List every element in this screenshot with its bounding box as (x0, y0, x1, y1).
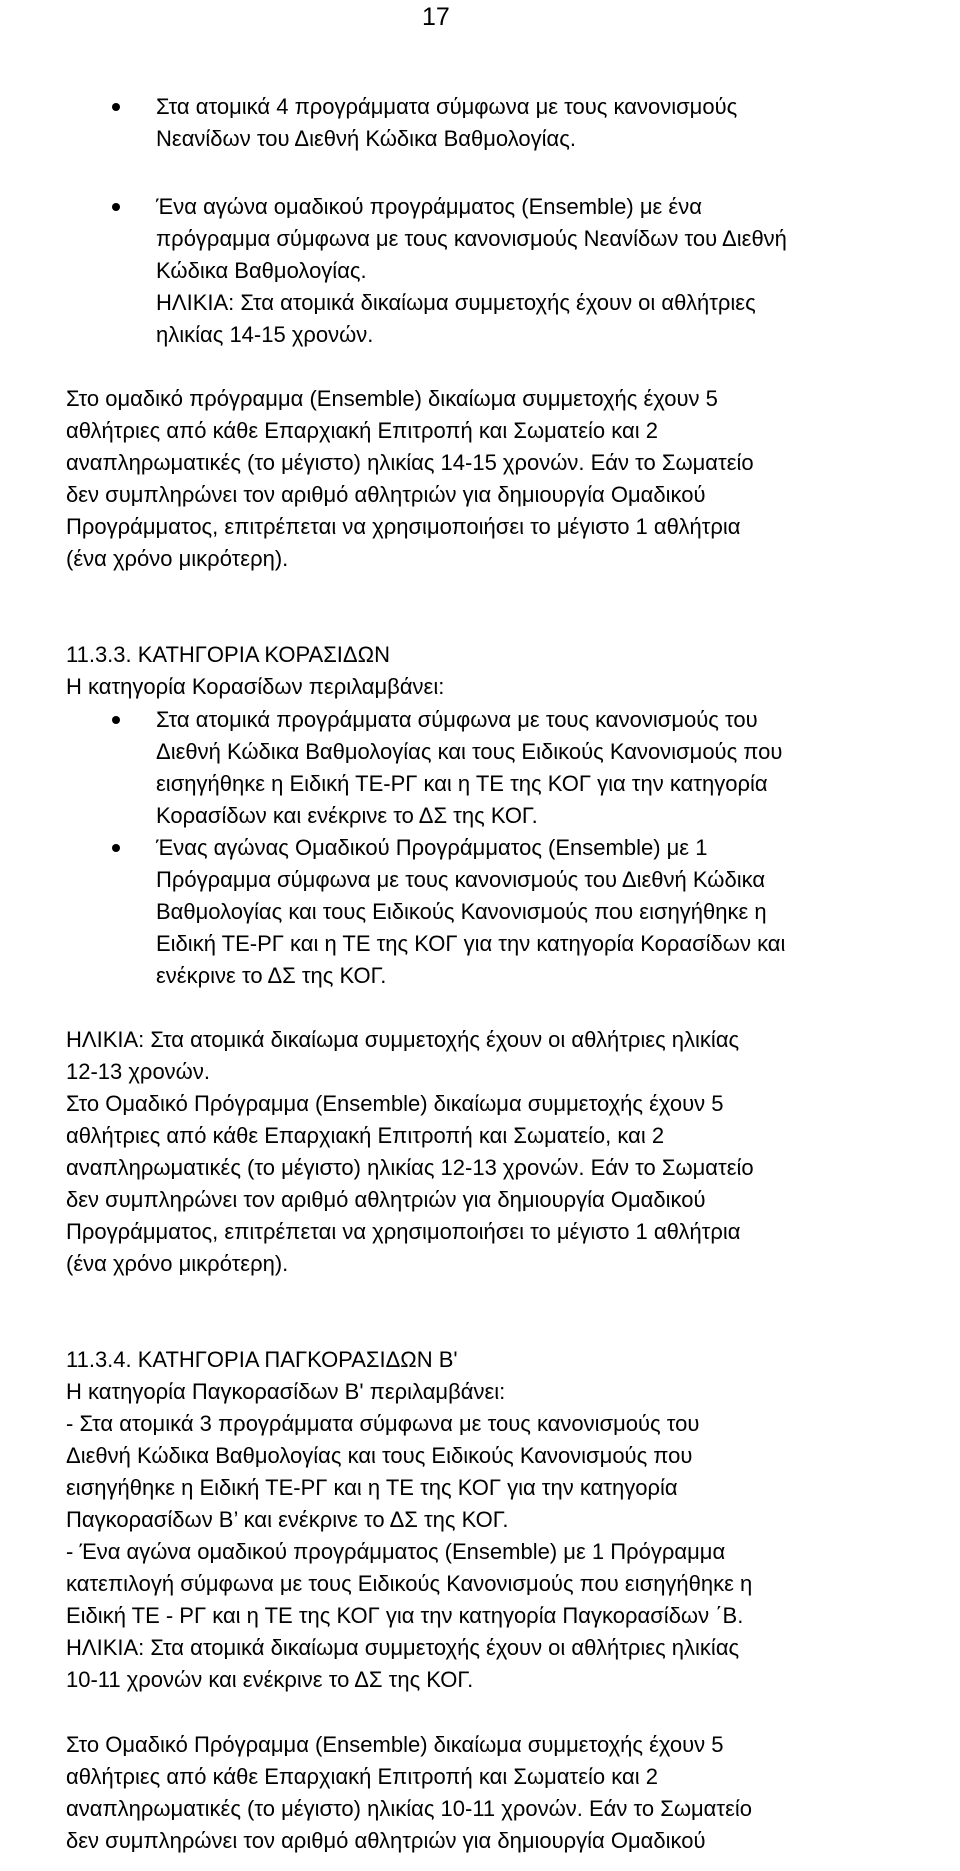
paragraph-line: αναπληρωματικές (το μέγιστο) ηλικίας 14-15 χρονών. Εάν το Σωματείο (66, 450, 754, 475)
paragraph-line: Προγράμματος, επιτρέπεται να χρησιμοποιήσει το μέγιστο 1 αθλήτρια (66, 1219, 741, 1244)
bullet-dot (112, 203, 120, 211)
paragraph-line: (ένα χρόνο μικρότερη). (66, 546, 289, 571)
page-number: 17 (422, 3, 450, 31)
section-line: Διεθνή Κώδικα Βαθμολογίας και τους Ειδικούς Κανονισμούς που (66, 1443, 693, 1468)
section-line: κατεπιλογή σύμφωνα με τους Ειδικούς Κανονισμούς που εισηγήθηκε η (66, 1571, 753, 1596)
section-line: Η κατηγορία Παγκορασίδων Β' περιλαμβάνει: (66, 1379, 506, 1404)
bullet-line: Βαθμολογίας και τους Ειδικούς Κανονισμούς που εισηγήθηκε η (156, 899, 767, 924)
section-line: ΗΛΙΚΙΑ: Στα ατομικά δικαίωμα συμμετοχής έχουν οι αθλήτριες ηλικίας (66, 1635, 740, 1660)
age-line: 12-13 χρονών. (66, 1059, 210, 1084)
paragraph-line: Στο ομαδικό πρόγραμμα (Ensemble) δικαίωμα συμμετοχής έχουν 5 (66, 386, 718, 411)
bullet-line: εισηγήθηκε η Ειδική ΤΕ-ΡΓ και η ΤΕ της ΚΟΓ για την κατηγορία (156, 771, 768, 796)
bullet-line: Κώδικα Βαθμολογίας. (156, 258, 367, 283)
paragraph-line: Προγράμματος, επιτρέπεται να χρησιμοποιήσει το μέγιστο 1 αθλήτρια (66, 514, 741, 539)
section-intro: Η κατηγορία Κορασίδων περιλαμβάνει: (66, 674, 445, 699)
bullet-line: ηλικίας 14-15 χρονών. (156, 322, 374, 347)
bullet-line: Στα ατομικά 4 προγράμματα σύμφωνα με τους κανονισμούς (156, 94, 738, 119)
section-line: εισηγήθηκε η Ειδική ΤΕ-ΡΓ και η ΤΕ της ΚΟΓ για την κατηγορία (66, 1475, 678, 1500)
section-line: - Ένα αγώνα ομαδικού προγράμματος (Ensemble) με 1 Πρόγραμμα (66, 1539, 726, 1564)
section-line: Ειδική ΤΕ - ΡΓ και η ΤΕ της ΚΟΓ για την κατηγορία Παγκορασίδων ΄Β. (66, 1603, 744, 1628)
paragraph-line: δεν συμπληρώνει τον αριθμό αθλητριών για δημιουργία Ομαδικού (66, 482, 706, 507)
bullet-line: πρόγραμμα σύμφωνα με τους κανονισμούς Νεανίδων του Διεθνή (156, 226, 787, 251)
paragraph-line: δεν συμπληρώνει τον αριθμό αθλητριών για δημιουργία Ομαδικού (66, 1187, 706, 1212)
bullet-line: Νεανίδων του Διεθνή Κώδικα Βαθμολογίας. (156, 126, 576, 151)
bullet-line: ΗΛΙΚΙΑ: Στα ατομικά δικαίωμα συμμετοχής έχουν οι αθλήτριες (156, 290, 756, 315)
section-line: 10-11 χρονών και ενέκρινε το ΔΣ της ΚΟΓ. (66, 1667, 474, 1692)
paragraph-line: Στο Ομαδικό Πρόγραμμα (Ensemble) δικαίωμα συμμετοχής έχουν 5 (66, 1732, 724, 1757)
bullet-line: Πρόγραμμα σύμφωνα με τους κανονισμούς του Διεθνή Κώδικα (156, 867, 766, 892)
bullet-dot (112, 103, 120, 111)
paragraph-line: αθλήτριες από κάθε Επαρχιακή Επιτροπή και Σωματείο, και 2 (66, 1123, 665, 1148)
bullet-dot (112, 716, 120, 724)
paragraph-line: Στο Ομαδικό Πρόγραμμα (Ensemble) δικαίωμα συμμετοχής έχουν 5 (66, 1091, 724, 1116)
section-heading-11-3-3: 11.3.3. ΚΑΤΗΓΟΡΙΑ ΚΟΡΑΣΙΔΩΝ (66, 642, 390, 667)
paragraph-line: αθλήτριες από κάθε Επαρχιακή Επιτροπή και Σωματείο και 2 (66, 1764, 658, 1789)
paragraph-line: αθλήτριες από κάθε Επαρχιακή Επιτροπή και Σωματείο και 2 (66, 418, 658, 443)
paragraph-line: αναπληρωματικές (το μέγιστο) ηλικίας 10-11 χρονών. Εάν το Σωματείο (66, 1796, 753, 1821)
bullet-line: ενέκρινε το ΔΣ της ΚΟΓ. (156, 963, 387, 988)
section-heading-11-3-4: 11.3.4. ΚΑΤΗΓΟΡΙΑ ΠΑΓΚΟΡΑΣΙΔΩΝ Β' (66, 1347, 458, 1372)
bullet-line: Στα ατομικά προγράμματα σύμφωνα με τους κανονισμούς του (156, 707, 758, 732)
paragraph-line: (ένα χρόνο μικρότερη). (66, 1251, 289, 1276)
bullet-line: Ένα αγώνα ομαδικού προγράμματος (Ensemble) με ένα (156, 194, 702, 219)
bullet-line: Κορασίδων και ενέκρινε το ΔΣ της ΚΟΓ. (156, 803, 538, 828)
paragraph-line: αναπληρωματικές (το μέγιστο) ηλικίας 12-13 χρονών. Εάν το Σωματείο (66, 1155, 754, 1180)
bullet-dot (112, 844, 120, 852)
bullet-line: Ειδική ΤΕ-ΡΓ και η ΤΕ της ΚΟΓ για την κατηγορία Κορασίδων και (156, 931, 786, 956)
bullet-line: Διεθνή Κώδικα Βαθμολογίας και τους Ειδικούς Κανονισμούς που (156, 739, 783, 764)
age-line: ΗΛΙΚΙΑ: Στα ατομικά δικαίωμα συμμετοχής έχουν οι αθλήτριες ηλικίας (66, 1027, 740, 1052)
section-line: - Στα ατομικά 3 προγράμματα σύμφωνα με τους κανονισμούς του (66, 1411, 700, 1436)
section-line: Παγκορασίδων Β’ και ενέκρινε το ΔΣ της ΚΟΓ. (66, 1507, 509, 1532)
paragraph-line: δεν συμπληρώνει τον αριθμό αθλητριών για δημιουργία Ομαδικού (66, 1828, 706, 1853)
bullet-line: Ένας αγώνας Ομαδικού Προγράμματος (Ensemble) με 1 (156, 835, 708, 860)
